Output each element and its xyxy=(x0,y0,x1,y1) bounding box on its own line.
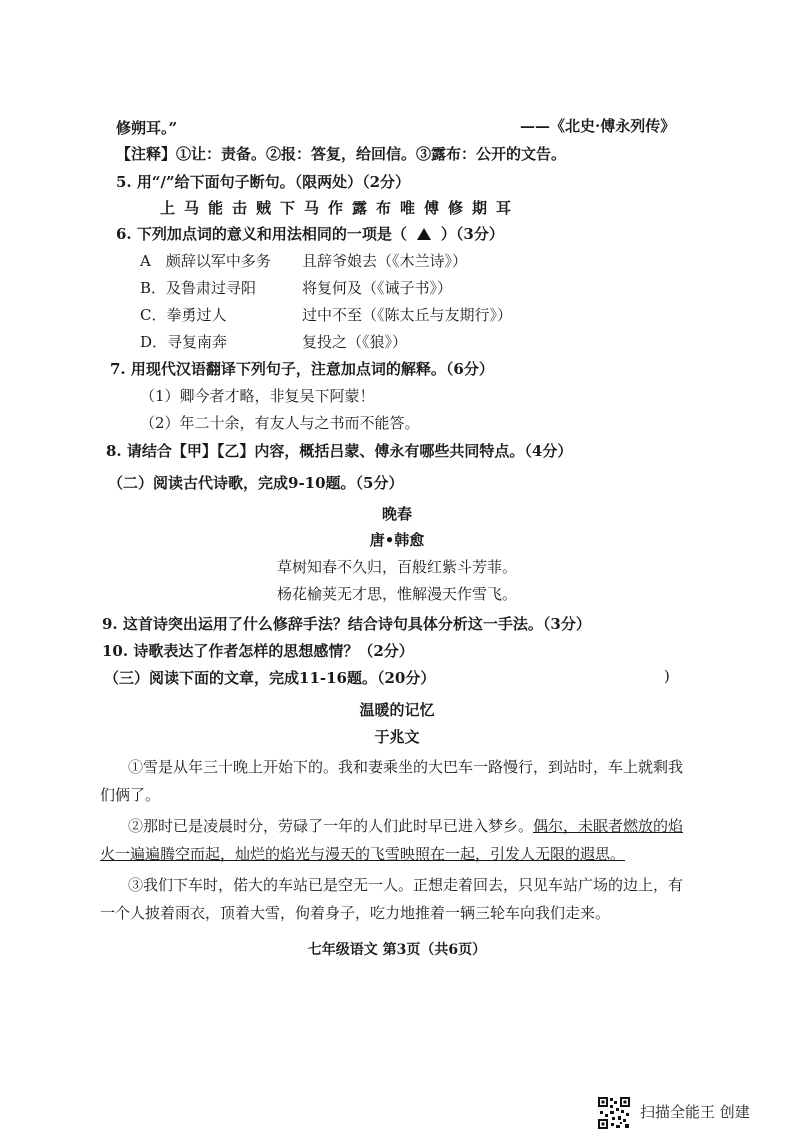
poem-line-2: 杨花榆荚无才思，惟解漫天作雪飞。 xyxy=(276,585,517,603)
question-7: 7. 用现代汉语翻译下列句子，注意加点词的解释。（6分） xyxy=(110,360,494,378)
question-6-text: 6. 下列加点词的意义和用法相同的一项是（ xyxy=(116,225,407,243)
poem-author: 唐•韩愈 xyxy=(369,531,425,549)
question-5-sentence: 上马能击贼下马作露布唯傅修期耳 xyxy=(160,199,521,217)
question-7-item-1: （1）卿今者才略，非复吴下阿蒙！ xyxy=(140,387,375,405)
option-d-left: D．寻复南奔 xyxy=(140,333,228,351)
option-a-left: A 颇辞以军中多务 xyxy=(140,252,271,270)
article-author: 于兆文 xyxy=(374,728,420,746)
question-6-score: ）（3分） xyxy=(440,225,504,243)
paragraph-2-underlined-text: 偶尔，未眠者燃放的焰 xyxy=(533,817,684,835)
option-d-right: 复投之（《狼》） xyxy=(302,333,408,351)
option-c-left: C．拳勇过人 xyxy=(140,306,227,324)
paragraph-2-text: ②那时已是凌晨时分，劳碌了一年的人们此时早已进入梦乡。 xyxy=(128,817,534,835)
paragraph-2-line-1 xyxy=(128,816,683,836)
watermark-text: 扫描全能王 创建 xyxy=(640,1103,750,1121)
triangle-icon xyxy=(417,228,431,240)
question-6 xyxy=(116,224,504,244)
notes: 【注释】①让：责备。②报：答复，给回信。③露布：公开的文告。 xyxy=(116,145,567,163)
paragraph-3-line-1: ③我们下车时，偌大的车站已是空无一人。正想走着回去，只见车站广场的边上，有 xyxy=(128,876,684,894)
poem-line-1: 草树知春不久归，百般红紫斗芳菲。 xyxy=(276,558,517,576)
poem-title: 晚春 xyxy=(381,505,412,523)
section-2-heading: （二）阅读古代诗歌，完成9-10题。（5分） xyxy=(108,474,404,492)
stray-mark: ) xyxy=(664,667,670,685)
question-8: 8. 请结合【甲】【乙】内容，概括吕蒙、傅永有哪些共同特点。（4分） xyxy=(106,442,573,460)
article-title: 温暖的记忆 xyxy=(359,701,435,719)
question-7-item-2: （2）年二十余，有友人与之书而不能答。 xyxy=(140,414,420,432)
question-9: 9. 这首诗突出运用了什么修辞手法？结合诗句具体分析这一手法。（3分） xyxy=(102,615,591,633)
question-5: 5. 用“/”给下面句子断句。（限两处）（2分） xyxy=(116,173,411,191)
paragraph-1-line-2: 们俩了。 xyxy=(100,786,161,804)
paragraph-1-line-1: ①雪是从年三十晚上开始下的。我和妻乘坐的大巴车一路慢行，到站时，车上就剩我 xyxy=(128,758,684,776)
question-10: 10. 诗歌表达了作者怎样的思想感情？（2分） xyxy=(102,642,414,660)
option-c-right: 过中不至（《陈太丘与友期行》） xyxy=(302,306,513,324)
paragraph-2-line-2: 火一遍遍腾空而起，灿烂的焰光与漫天的飞雪映照在一起，引发人无限的遐思。 xyxy=(100,845,626,863)
option-b-right: 将复何及（《诫子书》） xyxy=(302,279,453,297)
prev-text-line: 修朔耳。” xyxy=(116,119,178,137)
paragraph-3-line-2: 一个人披着雨衣，顶着大雪，佝着身子，吃力地推着一辆三轮车向我们走来。 xyxy=(100,904,611,922)
section-3-heading: （三）阅读下面的文章，完成11-16题。（20分） xyxy=(104,669,436,687)
option-b-left: B．及鲁肃过寻阳 xyxy=(140,279,257,297)
page-footer: 七年级语文 第3页（共6页） xyxy=(307,942,487,958)
option-a-right: 且辞爷娘去（《木兰诗》） xyxy=(302,252,468,270)
source-citation: ——《北史·傅永列传》 xyxy=(520,117,676,135)
qr-code-icon xyxy=(597,1096,631,1130)
